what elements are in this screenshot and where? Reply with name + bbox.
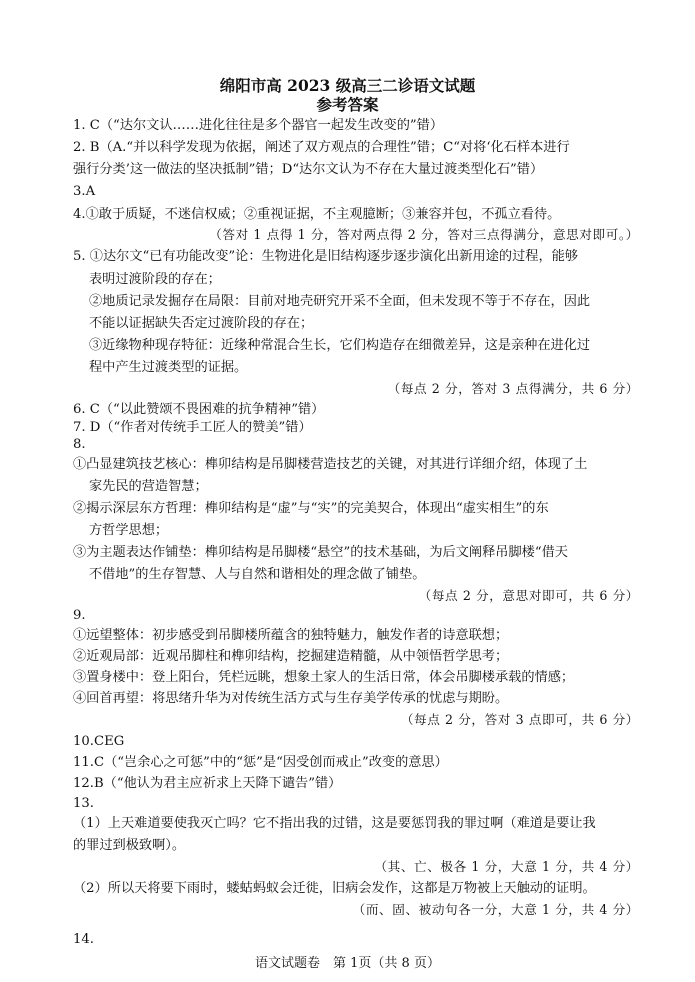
answer-8-score: （每点 2 分，意思对即可，共 6 分）	[418, 588, 639, 603]
answer-5-line-4: 不能以证据缺失否定过渡阶段的存在；	[89, 316, 314, 331]
answer-5-line-3: ②地质记录发掘存在局限：目前对地壳研究开采不全面，但未发现不等于不存在，因此	[89, 294, 591, 309]
answer-8-line-4: 方哲学思想；	[89, 523, 169, 538]
answer-9-line-2: ②近观局部：近观吊脚柱和榫卯结构，挖掘建造精髓，从中领悟哲学思考；	[73, 649, 509, 664]
answer-8-line-1: ①凸显建筑技艺核心：榫卯结构是吊脚楼营造技艺的关键，对其进行详细介绍，体现了土	[73, 457, 588, 472]
answer-13-label: 13.	[73, 796, 94, 811]
answer-7: 7. D（“作者对传统手工匠人的赞美”错）	[73, 420, 312, 435]
answer-5-line-6: 程中产生过渡类型的证据。	[89, 360, 248, 375]
answer-4: 4.①敢于质疑，不迷信权威；②重视证据，不主观臆断；③兼容并包，不孤立看待。	[73, 207, 561, 222]
answer-13-2-score: （而、固、被动句各一分，大意 1 分，共 4 分）	[352, 902, 639, 917]
answer-9-line-1: ①远望整体：初步感受到吊脚楼所蕴含的独特魅力，触发作者的诗意联想；	[73, 628, 509, 643]
answer-8-line-6: 不借地”的生存智慧、人与自然和谐相处的理念做了铺垫。	[89, 567, 426, 582]
answer-9-label: 9.	[73, 608, 86, 623]
answer-9-line-3: ③置身楼中：登上阳台，凭栏远眺，想象土家人的生活日常，体会吊脚楼承载的情感；	[73, 670, 575, 685]
answer-8-line-5: ③为主题表达作铺垫：榫卯结构是吊脚楼“悬空”的技术基础，为后文阐释吊脚楼“借天	[73, 545, 568, 560]
answer-9-score: （每点 2 分，答对 3 点即可，共 6 分）	[400, 712, 639, 727]
answer-9-line-4: ④回首再望：将思绪升华为对传统生活方式与生存美学传承的忧虑与期盼。	[73, 691, 509, 706]
page-title: 绵阳市高 2023 级高三二诊语文试题	[219, 76, 476, 95]
answer-5-line-1: 5. ①达尔文“已有功能改变”论：生物进化是旧结构逐步逐步演化出新用途的过程，能够	[73, 249, 579, 264]
answer-2-line-2: 强行分类’这一做法的坚决抵制”错；D“达尔文认为不存在大量过渡类型化石”错）	[73, 162, 544, 177]
answer-8-label: 8.	[73, 437, 86, 452]
answer-13-1-score: （其、亡、极各 1 分，大意 1 分，共 4 分）	[374, 859, 639, 874]
answer-2-line-1: 2. B（A.“并以科学发现为依据，阐述了双方观点的合理性”错；C“对将‘化石样本进行	[73, 140, 570, 155]
answer-12: 12.B（“他认为君主应祈求上天降下谴告”错）	[73, 776, 342, 791]
answer-8-line-3: ②揭示深层东方哲理：榫卯结构是“虚”与“实”的完美契合，体现出“虚实相生”的东	[73, 501, 549, 516]
answer-11: 11.C（“岂余心之可惩”中的“惩”是“因受创而戒止”改变的意思）	[73, 755, 448, 770]
answer-4-score: （答对 1 点得 1 分，答对两点得 2 分，答对三点得满分，意思对即可。）	[209, 227, 639, 242]
page-subtitle: 参考答案	[316, 95, 379, 114]
page-footer: 语文试题卷 第 1页（共 8 页）	[255, 956, 440, 971]
answer-13-1-line-1: （1）上天难道要使我灭亡吗？它不指出我的过错，这是要惩罚我的罪过啊（难道是要让我	[73, 816, 596, 831]
answer-6: 6. C（“以此赞颂不畏困难的抗争精神”错）	[73, 402, 325, 417]
answer-13-1-line-2: 的罪过到极致啊）。	[73, 838, 186, 853]
answer-3: 3.A	[73, 184, 96, 199]
answer-5-line-2: 表明过渡阶段的存在；	[89, 272, 221, 287]
answer-5-score: （每点 2 分，答对 3 点得满分，共 6 分）	[387, 381, 639, 396]
answer-14-label: 14.	[73, 932, 94, 947]
answer-5-line-5: ③近缘物种现存特征：近缘种常混合生长，它们构造存在细微差异，这是亲种在进化过	[89, 338, 591, 353]
answer-13-2: （2）所以天将要下雨时，蝼蛄蚂蚁会迁徙，旧病会发作，这都是万物被上天触动的证明。	[73, 881, 596, 896]
answer-1: 1. C（“达尔文认……进化往往是多个器官一起发生改变的”错）	[73, 118, 444, 133]
answer-10: 10.CEG	[73, 734, 125, 749]
answer-8-line-2: 家先民的营造智慧；	[89, 479, 208, 494]
